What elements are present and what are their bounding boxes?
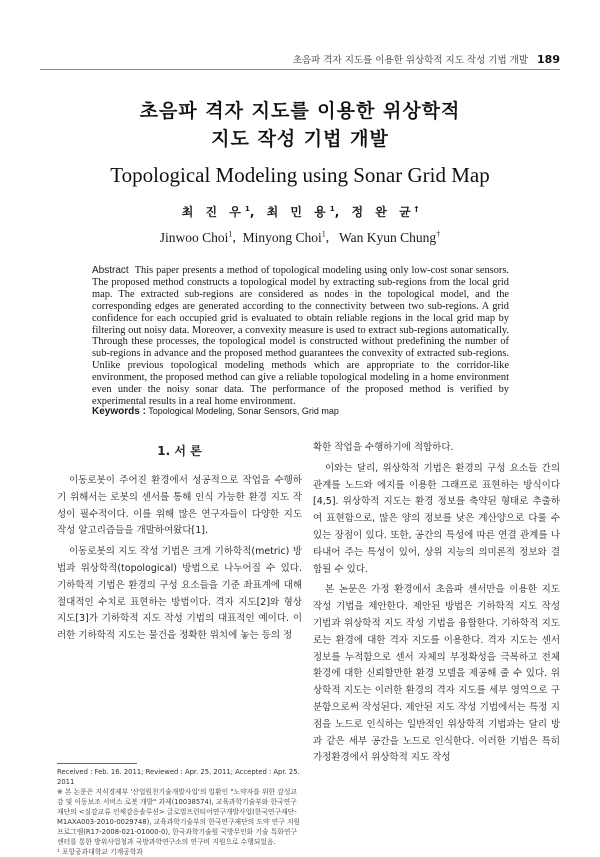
keywords-label: Keywords : xyxy=(92,406,146,417)
footnotes xyxy=(57,767,302,857)
body-paragraph: 이동로봇의 지도 작성 기법은 크게 기하학적(metric) 방법과 위상학적(topological) 방법으로 나누어질 수 있다. 기하학적 기법은 환경의 구성 요소들을 기준 좌표계에 대해 절대적인 수치로 표현하는 방법이다. 격자 지도[2]와 형상 지도[3]가 기하학적 지도 작성 기법의 대표적인 예이다. 이러한 기하학적 지도는 물건을 정확한 위치에 놓는 등의 정 xyxy=(57,546,302,642)
header-divider xyxy=(40,69,560,70)
abstract-label: Abstract xyxy=(92,265,129,276)
running-title: 초음파 격자 지도를 이용한 위상학적 지도 작성 기법 개발 xyxy=(292,55,528,66)
abstract xyxy=(92,265,509,408)
footnote-divider xyxy=(57,763,137,764)
english-authors: Jinwoo Choi$^1$, Minyong Choi$^1$, Wan Kyun Chung† xyxy=(159,229,441,245)
author-ko-2: 최 민 용$^1$ xyxy=(266,204,335,219)
running-header xyxy=(40,52,560,68)
keywords xyxy=(92,406,509,417)
right-column xyxy=(313,440,560,771)
korean-title-line-2: 지도 작성 기법 개발 xyxy=(211,128,389,150)
body-paragraph: 본 논문은 가정 환경에서 초음파 센서만을 이용한 지도 작성 기법을 제안한다. 제안된 방법은 기하학적 지도 작성 기법과 위상학적 지도 작성 기법을 융합한다. 기하학적 지도로는 환경에 대한 격자 지도를 이용한다. 격자 지도는 센서 정보를 누적함으로 센서 자체의 부정확성을 극복하고 전체 환경에 대한 신뢰할만한 환경 모델을 제공해 줄 수 있다. 위상학적 지도는 이러한 환경의 격자 지도를 세부 영역으로 구분함으로써 작성된다. 제안된 지도 작성 기법에서는 특정 지점을 노드로 인식하는 일반적인 위상학적 기법과는 달리 방과 같은 세부 공간을 노드로 인식한다. 이러한 기법은 특히 가정환경에서 위상학적 지도 작성 xyxy=(313,584,560,764)
acknowledgement: ※ 본 논문은 지식경제부 '산업원천기술개발사업'의 일환인 "노약자를 위한 감성교감 및 이동보조 서비스 로봇 개발" 과제(10038574), 교육과학기술부와 한국연구재단의 <실감교류 인체감응솔루션> 글로벌프런티어연구개발사업(한국연구재단-M1AXA003-2010-0029748), 교육과학기술부의 한국연구재단의 도약 연구 지원 프로그램(R17-2008-021-01000-0), 한국과학기술원 국방무인화 기술 특화연구센터를 통한 방위사업청과 국방과학연구소의 연구비 지원으로 수행되었음. xyxy=(57,788,301,846)
body-paragraph: 확한 작업을 수행하기에 적합하다. xyxy=(313,442,454,453)
korean-title-line-1: 초음파 격자 지도를 이용한 위상학적 xyxy=(139,100,461,122)
korean-authors: 최 진 우$^1$, 최 민 용$^1$, 정 완 균† xyxy=(181,204,419,219)
keywords-text: Topological Modeling, Sonar Sensors, Grid map xyxy=(148,406,339,416)
body-paragraph: 이와는 달리, 위상학적 기법은 환경의 구성 요소들 간의 관계를 노드와 에지를 이용한 그래프로 표현하는 방식이다[4,5]. 위상학적 지도는 환경 정보를 축약된 형태로 추출하여 표현함으로, 많은 양의 정보를 낮은 계산양으로 다룰 수 있는 장점이 있다. 또한, 공간의 특성에 따른 연결 관계를 나타내어 주는 특성이 있어, 상위 지능의 의미론적 정보와 결합될 수 있다. xyxy=(313,462,560,575)
left-column xyxy=(57,440,302,649)
affiliation: ¹ 포항공과대학교 기계공학과 xyxy=(57,848,143,856)
author-en-3: Wan Kyun Chung† xyxy=(339,229,441,245)
abstract-text: This paper presents a method of topological modeling using only low-cost sonar sensors. The proposed method constructs a topological model by extracting sub-regions from the local grid map. The extracted sub-regions are considered as nodes in the topological model, and the corresponding edges are generated according to the connectivity between two sub-regions. A grid confidence for each occupied grid is evaluated to obtain reliable regions in the local grid map by filtering out noisy data. Moreover, a convexity measure is used to extract sub-regions automatically. Through these processes, the topological model is constructed without predefining the number of sub-regions in advance and the proposed method guarantees the convexity of extracted sub-regions. Unlike previous topological modeling methods which are appropriate to the corridor-like environment, the proposed method can give a reliable topological modeling in a home environment even under the noisy sonar data. The performance of the proposed method is verified by experimental results in a real home environment. xyxy=(92,265,509,407)
section-heading: 1. 서 론 xyxy=(157,444,202,458)
author-en-2: Minyong Choi$^1$ xyxy=(242,229,326,245)
author-ko-1: 최 진 우$^1$ xyxy=(181,204,250,219)
body-paragraph: 이동로봇이 주어진 환경에서 성공적으로 작업을 수행하기 위해서는 로봇의 센서를 통해 인식 가능한 환경 지도 작성이 필수적이다. 이를 위해 많은 연구자들이 다양한 지도 작성 알고리즘들을 개발하여왔다[1]. xyxy=(57,475,302,537)
author-en-1: Jinwoo Choi$^1$ xyxy=(159,229,233,245)
received-dates: Received : Feb. 16. 2011; Reviewed : Apr. 25. 2011; Accepted : Apr. 25. 2011 xyxy=(57,768,300,786)
page-number: 189 xyxy=(537,53,560,66)
english-title: Topological Modeling using Sonar Grid Map xyxy=(110,163,490,187)
author-ko-3: 정 완 균† xyxy=(351,204,419,219)
